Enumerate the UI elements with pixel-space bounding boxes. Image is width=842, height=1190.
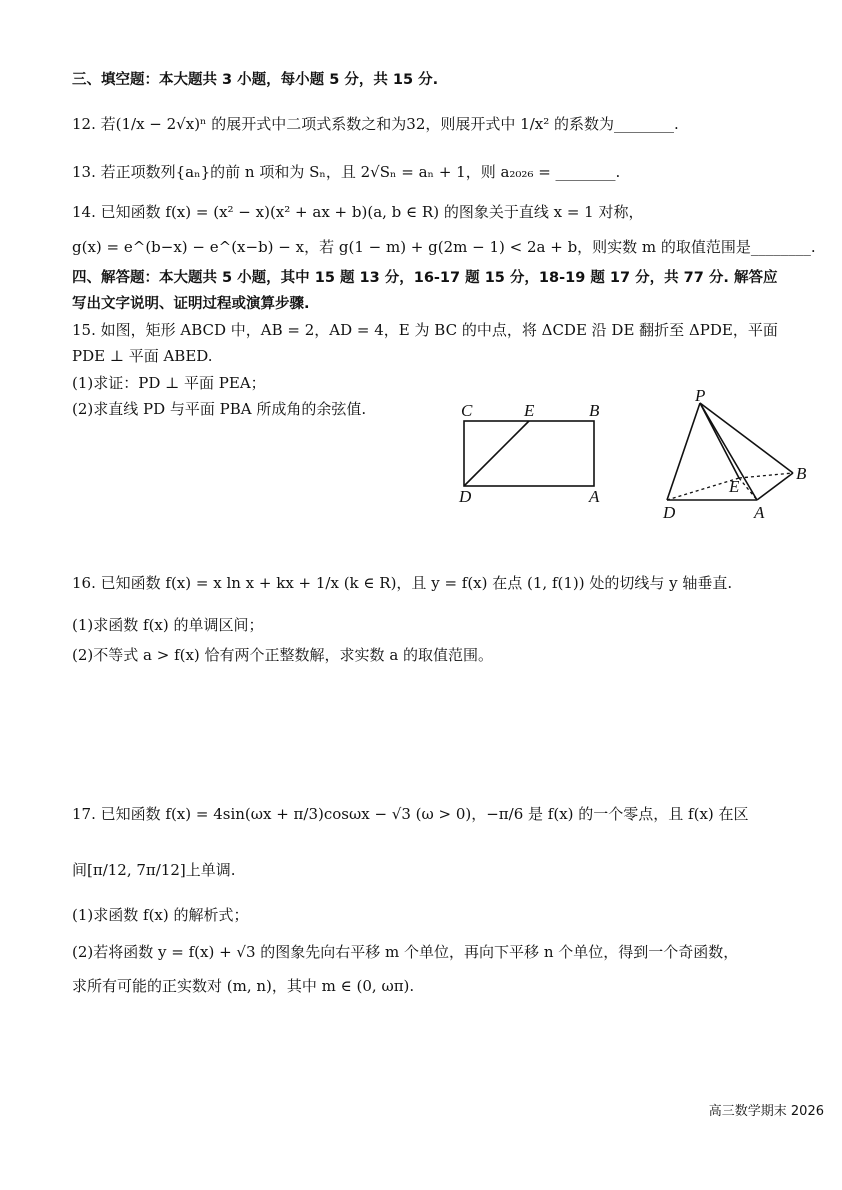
question-15-line-1: 15. 如图，矩形 ABCD 中，AB = 2，AD = 4，E 为 BC 的中点，将 ΔCDE 沿 DE 翻折至 ΔPDE，平面 [72, 321, 778, 339]
section-3-heading: 三、填空题：本大题共 3 小题，每小题 5 分，共 15 分. [72, 72, 439, 88]
question-12: 12. 若(1/x − 2√x)ⁿ 的展开式中二项式系数之和为32，则展开式中 1/x² 的系数为________. [72, 115, 679, 133]
edge-ea-hidden [739, 478, 757, 500]
rectangle-abcd [464, 421, 594, 486]
question-14-line-2: g(x) = e^(b−x) − e^(x−b) − x，若 g(1 − m) + g(2m − 1) < 2a + b，则实数 m 的取值范围是________. [72, 238, 816, 256]
edge-pb [700, 403, 793, 473]
label-b: B [589, 401, 600, 420]
question-17-part-1: (1)求函数 f(x) 的解析式； [72, 906, 249, 924]
pyramid-figure [655, 385, 815, 525]
label-d: D [459, 487, 472, 506]
question-15-part-2: (2)求直线 PD 与平面 PBA 所成角的余弦值. [72, 400, 367, 418]
label-e: E [729, 477, 740, 496]
label-e: E [524, 401, 535, 420]
edge-pd [667, 403, 700, 500]
label-c: C [461, 401, 473, 420]
question-16-part-2: (2)不等式 a > f(x) 恰有两个正整数解，求实数 a 的取值范围。 [72, 646, 494, 664]
question-17-part-2-line-2: 求所有可能的正实数对 (m, n)，其中 m ∈ (0, ωπ). [72, 977, 415, 995]
edge-pe [700, 403, 739, 478]
edge-eb-hidden [739, 473, 793, 478]
question-17-line-2: 间[π/12, 7π/12]上单调. [72, 861, 236, 879]
edge-ab [757, 473, 793, 500]
section-4-heading-line-2: 写出文字说明、证明过程或演算步骤. [72, 296, 310, 312]
question-14-line-1: 14. 已知函数 f(x) = (x² − x)(x² + ax + b)(a, b ∈ R) 的图象关于直线 x = 1 对称， [72, 203, 644, 221]
label-p: P [695, 386, 706, 405]
segment-de [464, 421, 529, 486]
question-16-line-1: 16. 已知函数 f(x) = x ln x + kx + 1/x (k ∈ R)，且 y = f(x) 在点 (1, f(1)) 处的切线与 y 轴垂直. [72, 574, 733, 592]
question-15-line-2: PDE ⊥ 平面 ABED. [72, 347, 213, 365]
label-b: B [796, 464, 807, 483]
label-d: D [663, 503, 676, 522]
rectangle-figure [455, 398, 615, 508]
question-13: 13. 若正项数列{aₙ}的前 n 项和为 Sₙ，且 2√Sₙ = aₙ + 1，则 a₂₀₂₆ = ________. [72, 163, 621, 181]
label-a: A [589, 487, 600, 506]
question-15-part-1: (1)求证：PD ⊥ 平面 PEA； [72, 374, 266, 392]
page-footer: 高三数学期末 2026 [708, 1104, 824, 1119]
question-17-part-2-line-1: (2)若将函数 y = f(x) + √3 的图象先向右平移 m 个单位，再向下平移 n 个单位，得到一个奇函数， [72, 943, 739, 961]
label-a: A [754, 503, 765, 522]
question-17-line-1: 17. 已知函数 f(x) = 4sin(ωx + π/3)cosωx − √3 (ω > 0)，−π/6 是 f(x) 的一个零点，且 f(x) 在区 [72, 805, 749, 823]
question-16-part-1: (1)求函数 f(x) 的单调区间； [72, 616, 264, 634]
section-4-heading-line-1: 四、解答题：本大题共 5 小题，其中 15 题 13 分，16-17 题 15 分，18-19 题 17 分，共 77 分. 解答应 [72, 270, 778, 286]
